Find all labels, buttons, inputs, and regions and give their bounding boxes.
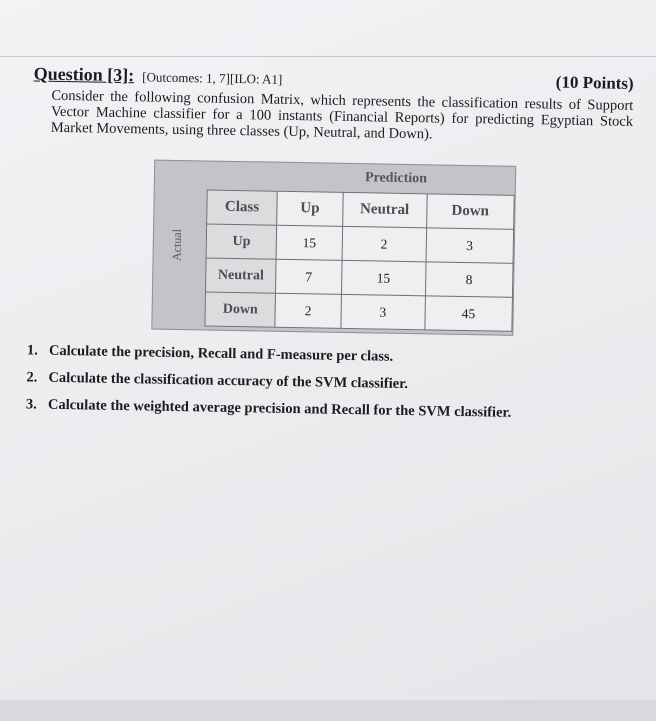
matrix-cell: 2 bbox=[275, 293, 341, 328]
matrix-cell: 2 bbox=[342, 226, 426, 261]
matrix-header-row bbox=[207, 190, 515, 229]
task-text: Calculate the weighted average precision and Recall for the SVM classifier. bbox=[47, 396, 512, 421]
matrix-cell: 3 bbox=[341, 294, 425, 329]
matrix-cell: 3 bbox=[426, 228, 514, 264]
row-label-down: Down bbox=[205, 292, 276, 327]
column-header-down: Down bbox=[426, 194, 514, 230]
row-label-neutral: Neutral bbox=[205, 258, 276, 293]
class-header: Class bbox=[207, 190, 278, 225]
matrix-cell: 15 bbox=[341, 260, 425, 295]
matrix-cell: 15 bbox=[276, 225, 342, 260]
matrix-cell: 7 bbox=[276, 259, 342, 294]
question-points: (10 Points) bbox=[555, 72, 634, 93]
column-header-up: Up bbox=[277, 191, 343, 226]
matrix-row-down bbox=[205, 292, 513, 331]
confusion-matrix-table bbox=[204, 189, 514, 331]
task-number: 1. bbox=[26, 342, 38, 359]
matrix-row-neutral bbox=[205, 258, 513, 297]
question-intro: Consider the following confusion Matrix, which represents the classification results of Support Vector Machine classifier for a 100 instants (Financial Reports) for predicting Egyptian Stock Market Movements, using three classes (Up, Neutral, and Down). bbox=[50, 87, 634, 143]
question-title: Question [3]: bbox=[33, 63, 135, 86]
task-number: 2. bbox=[26, 369, 38, 386]
column-header-neutral: Neutral bbox=[342, 192, 426, 227]
confusion-matrix bbox=[151, 160, 516, 336]
actual-axis bbox=[152, 161, 207, 330]
prediction-label: Prediction bbox=[364, 170, 428, 187]
matrix-cell: 8 bbox=[425, 262, 513, 298]
question-outcomes: [Outcomes: 1, 7][ILO: A1] bbox=[142, 69, 283, 87]
matrix-row-up bbox=[206, 224, 514, 263]
task-list bbox=[26, 340, 587, 431]
exam-page bbox=[0, 60, 648, 721]
task-number: 3. bbox=[25, 396, 38, 413]
actual-label: Actual bbox=[169, 228, 185, 262]
row-label-up: Up bbox=[206, 224, 277, 259]
task-text: Calculate the classification accuracy of the SVM classifier. bbox=[48, 369, 409, 393]
matrix-cell: 45 bbox=[424, 296, 512, 332]
task-text: Calculate the precision, Recall and F-measure per class. bbox=[48, 342, 394, 365]
page-divider bbox=[0, 56, 656, 57]
